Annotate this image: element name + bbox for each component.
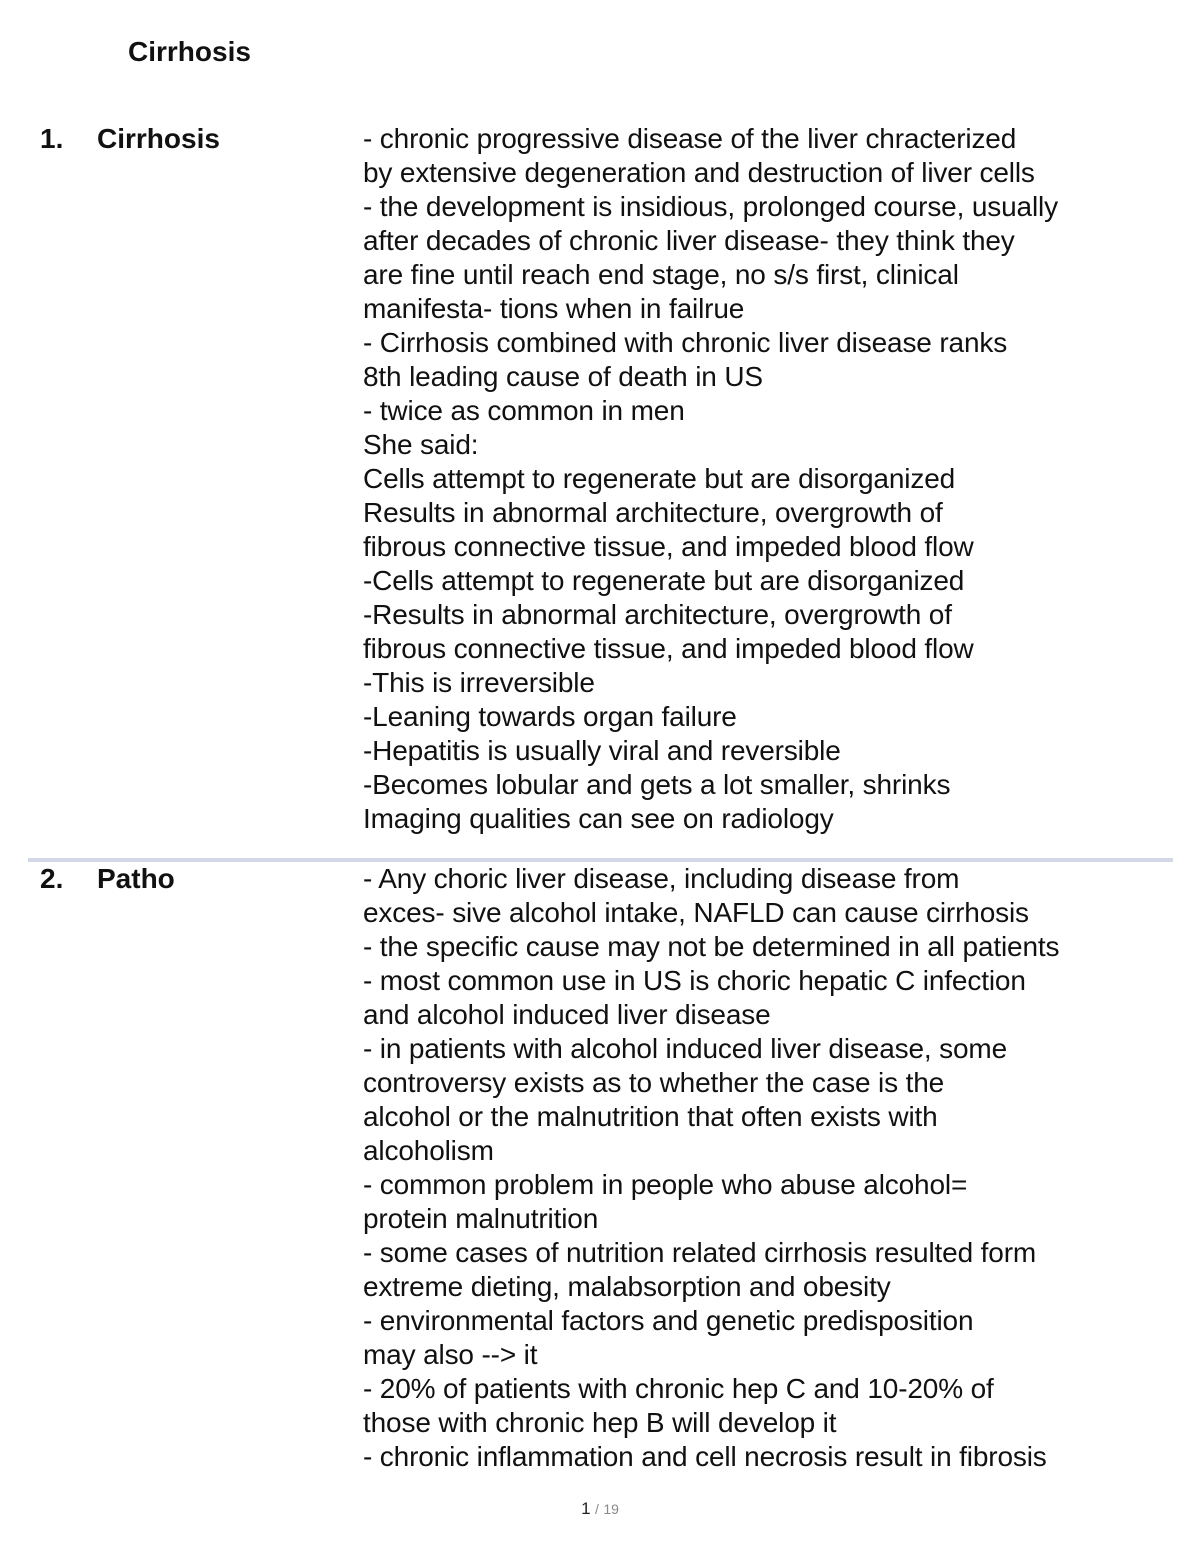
definition-line: are fine until reach end stage, no s/s first, clinical <box>363 259 959 290</box>
card-number: 1. <box>40 123 64 154</box>
definition-line: 8th leading cause of death in US <box>363 361 763 392</box>
definition-line: extreme dieting, malabsorption and obesity <box>363 1271 891 1302</box>
definition-line: - 20% of patients with chronic hep C and 10-20% of <box>363 1373 994 1404</box>
definition-line: may also --> it <box>363 1339 538 1370</box>
definition-line: -Leaning towards organ failure <box>363 701 737 732</box>
definition-line: alcoholism <box>363 1135 494 1166</box>
document-title: Cirrhosis <box>128 36 251 67</box>
definition-line: -Results in abnormal architecture, overgrowth of <box>363 599 952 630</box>
definition-line: manifesta- tions when in failrue <box>363 293 745 324</box>
definition-line: exces- sive alcohol intake, NAFLD can cause cirrhosis <box>363 897 1029 928</box>
definition-line: and alcohol induced liver disease <box>363 999 771 1030</box>
definition-line: fibrous connective tissue, and impeded blood flow <box>363 531 974 562</box>
definition-line: - environmental factors and genetic predisposition <box>363 1305 974 1336</box>
definition-line: Results in abnormal architecture, overgrowth of <box>363 497 943 528</box>
definition-line: fibrous connective tissue, and impeded blood flow <box>363 633 974 664</box>
total-page-count: 19 <box>603 1501 619 1517</box>
definition-line: by extensive degeneration and destruction of liver cells <box>363 157 1035 188</box>
definition-line: - chronic inflammation and cell necrosis result in fibrosis <box>363 1441 1047 1472</box>
definition-line: -Becomes lobular and gets a lot smaller, shrinks <box>363 769 951 800</box>
current-page-number: 1 <box>581 1499 591 1518</box>
definition-line: -Cells attempt to regenerate but are disorganized <box>363 565 965 596</box>
definition-line: Imaging qualities can see on radiology <box>363 803 834 834</box>
definition-line: those with chronic hep B will develop it <box>363 1407 837 1438</box>
definition-line: controversy exists as to whether the case is the <box>363 1067 945 1098</box>
definition-line: after decades of chronic liver disease- they think they <box>363 225 1015 256</box>
definition-line: alcohol or the malnutrition that often exists with <box>363 1101 938 1132</box>
definition-line: - common problem in people who abuse alcohol= <box>363 1169 968 1200</box>
definition-line: - Cirrhosis combined with chronic liver disease ranks <box>363 327 1008 358</box>
card-definition <box>363 862 1163 1474</box>
definition-line: - twice as common in men <box>363 395 685 426</box>
page-indicator <box>0 1498 1200 1521</box>
definition-line: - some cases of nutrition related cirrhosis resulted form <box>363 1237 1037 1268</box>
page-separator: / <box>595 1501 599 1517</box>
definition-line: Cells attempt to regenerate but are disorganized <box>363 463 956 494</box>
definition-line: - chronic progressive disease of the liver chracterized <box>363 123 1017 154</box>
definition-line: -Hepatitis is usually viral and reversible <box>363 735 841 766</box>
definition-line: - Any choric liver disease, including disease from <box>363 863 960 894</box>
definition-line: - the development is insidious, prolonged course, usually <box>363 191 1058 222</box>
card-term: Cirrhosis <box>97 123 220 154</box>
definition-line: -This is irreversible <box>363 667 595 698</box>
card-definition <box>363 122 1163 836</box>
definition-line: protein malnutrition <box>363 1203 599 1234</box>
card-number: 2. <box>40 863 64 894</box>
card-term: Patho <box>97 863 175 894</box>
definition-line: - the specific cause may not be determined in all patients <box>363 931 1060 962</box>
definition-line: - in patients with alcohol induced liver disease, some <box>363 1033 1008 1064</box>
definition-line: She said: <box>363 429 479 460</box>
definition-line: - most common use in US is choric hepatic C infection <box>363 965 1026 996</box>
